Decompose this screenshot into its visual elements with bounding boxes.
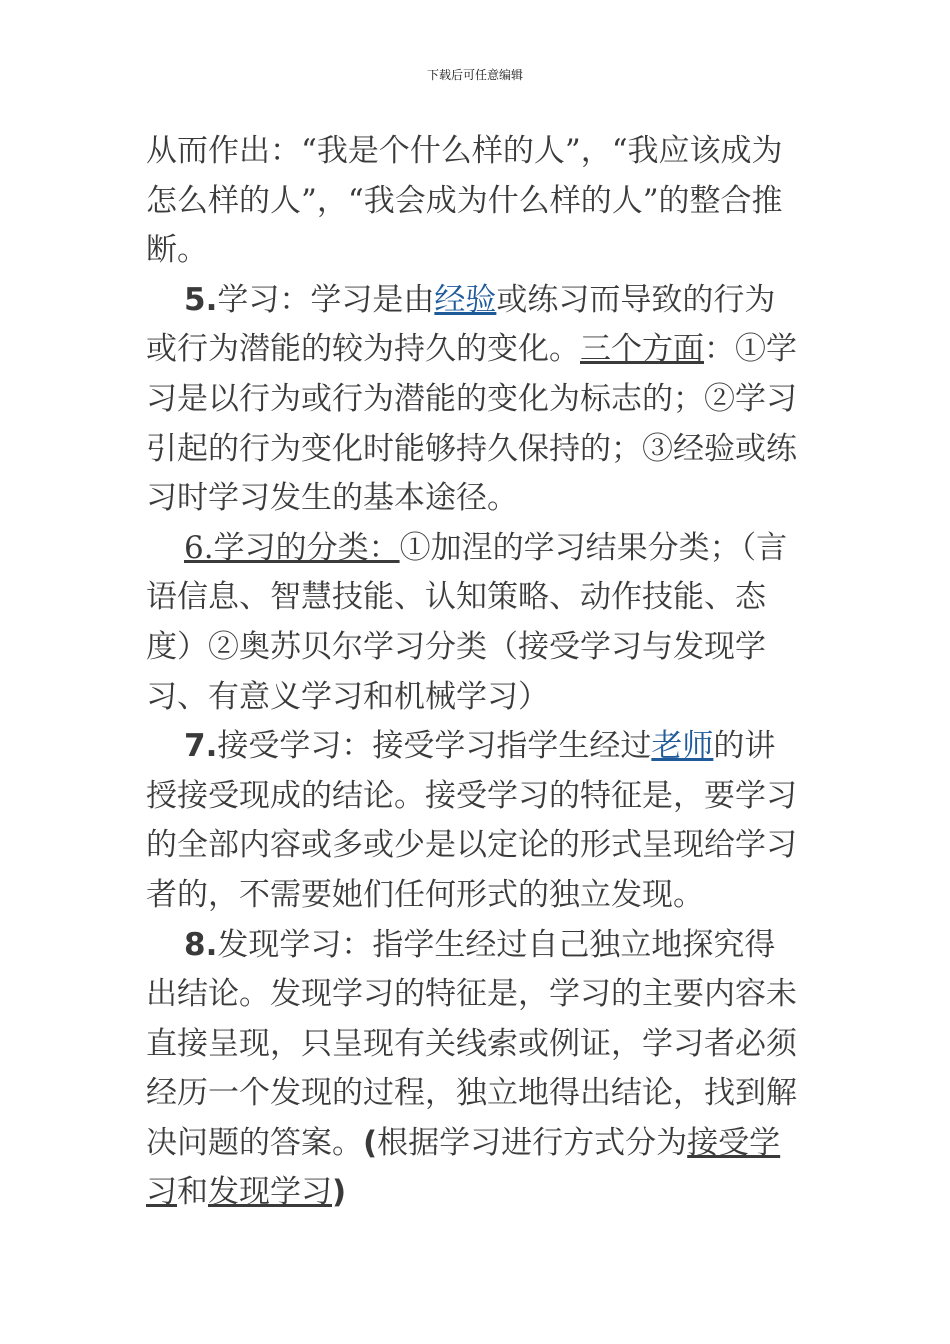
item-number: 7. (184, 728, 218, 765)
item-number: 8. (184, 926, 218, 963)
text-run: 学习：学习是由 (217, 281, 435, 318)
item-number: 5. (184, 281, 218, 318)
underlined-term: 三个方面 (580, 331, 704, 368)
paragraph-intro: 从而作出：“我是个什么样的人”，“我应该成为怎么样的人”，“我会成为什么样的人”的整合推断。 (146, 133, 783, 269)
underlined-heading: 6.学习的分类： (184, 529, 400, 566)
text-run: ：①学习是以行为或行为潜能的变化为标志的；②学习引起的行为变化时能够持久保持的；③经验或练习时学习发生的基本途径。 (146, 331, 797, 517)
link-teacher[interactable]: 老师 (651, 728, 714, 765)
text-run: ①加涅的学习结果分类；（言语信息、智慧技能、认知策略、动作技能、态度）②奥苏贝尔学习分类（接受学习与发现学习、有意义学习和机械学习） (146, 529, 788, 715)
page-header: 下载后可任意编辑 (426, 68, 523, 82)
paragraph-8 (146, 921, 806, 1219)
underlined-term: 发现学习 (208, 1174, 332, 1211)
link-experience[interactable]: 经验 (434, 281, 497, 318)
text-run: 的讲授接受现成的结论。接受学习的特征是，要学习的全部内容或多或少是以定论的形式呈现给学习者的，不需要她们任何形式的独立发现。 (146, 728, 797, 913)
paren-open: ( (363, 1124, 378, 1161)
underlined-term: 接受学习 (146, 1124, 781, 1211)
paragraph-5 (146, 276, 806, 524)
text-run: 或练习而导致的行为或行为潜能的较为持久的变化。 (146, 281, 776, 368)
text-run: 接受学习：接受学习指学生经过 (217, 728, 652, 765)
paragraph-7 (146, 722, 806, 920)
text-run: 和 (177, 1174, 208, 1211)
paragraph-6 (146, 524, 806, 722)
document-body (146, 127, 806, 1218)
text-run: 根据学习进行方式分为 (377, 1124, 688, 1161)
text-run: 发现学习：指学生经过自己独立地探究得出结论。发现学习的特征是，学习的主要内容未直接呈现，只呈现有关线索或例证，学习者必须经历一个发现的过程，独立地得出结论，找到解决问题的答案。 (146, 926, 797, 1161)
paren-close: ) (332, 1174, 347, 1211)
